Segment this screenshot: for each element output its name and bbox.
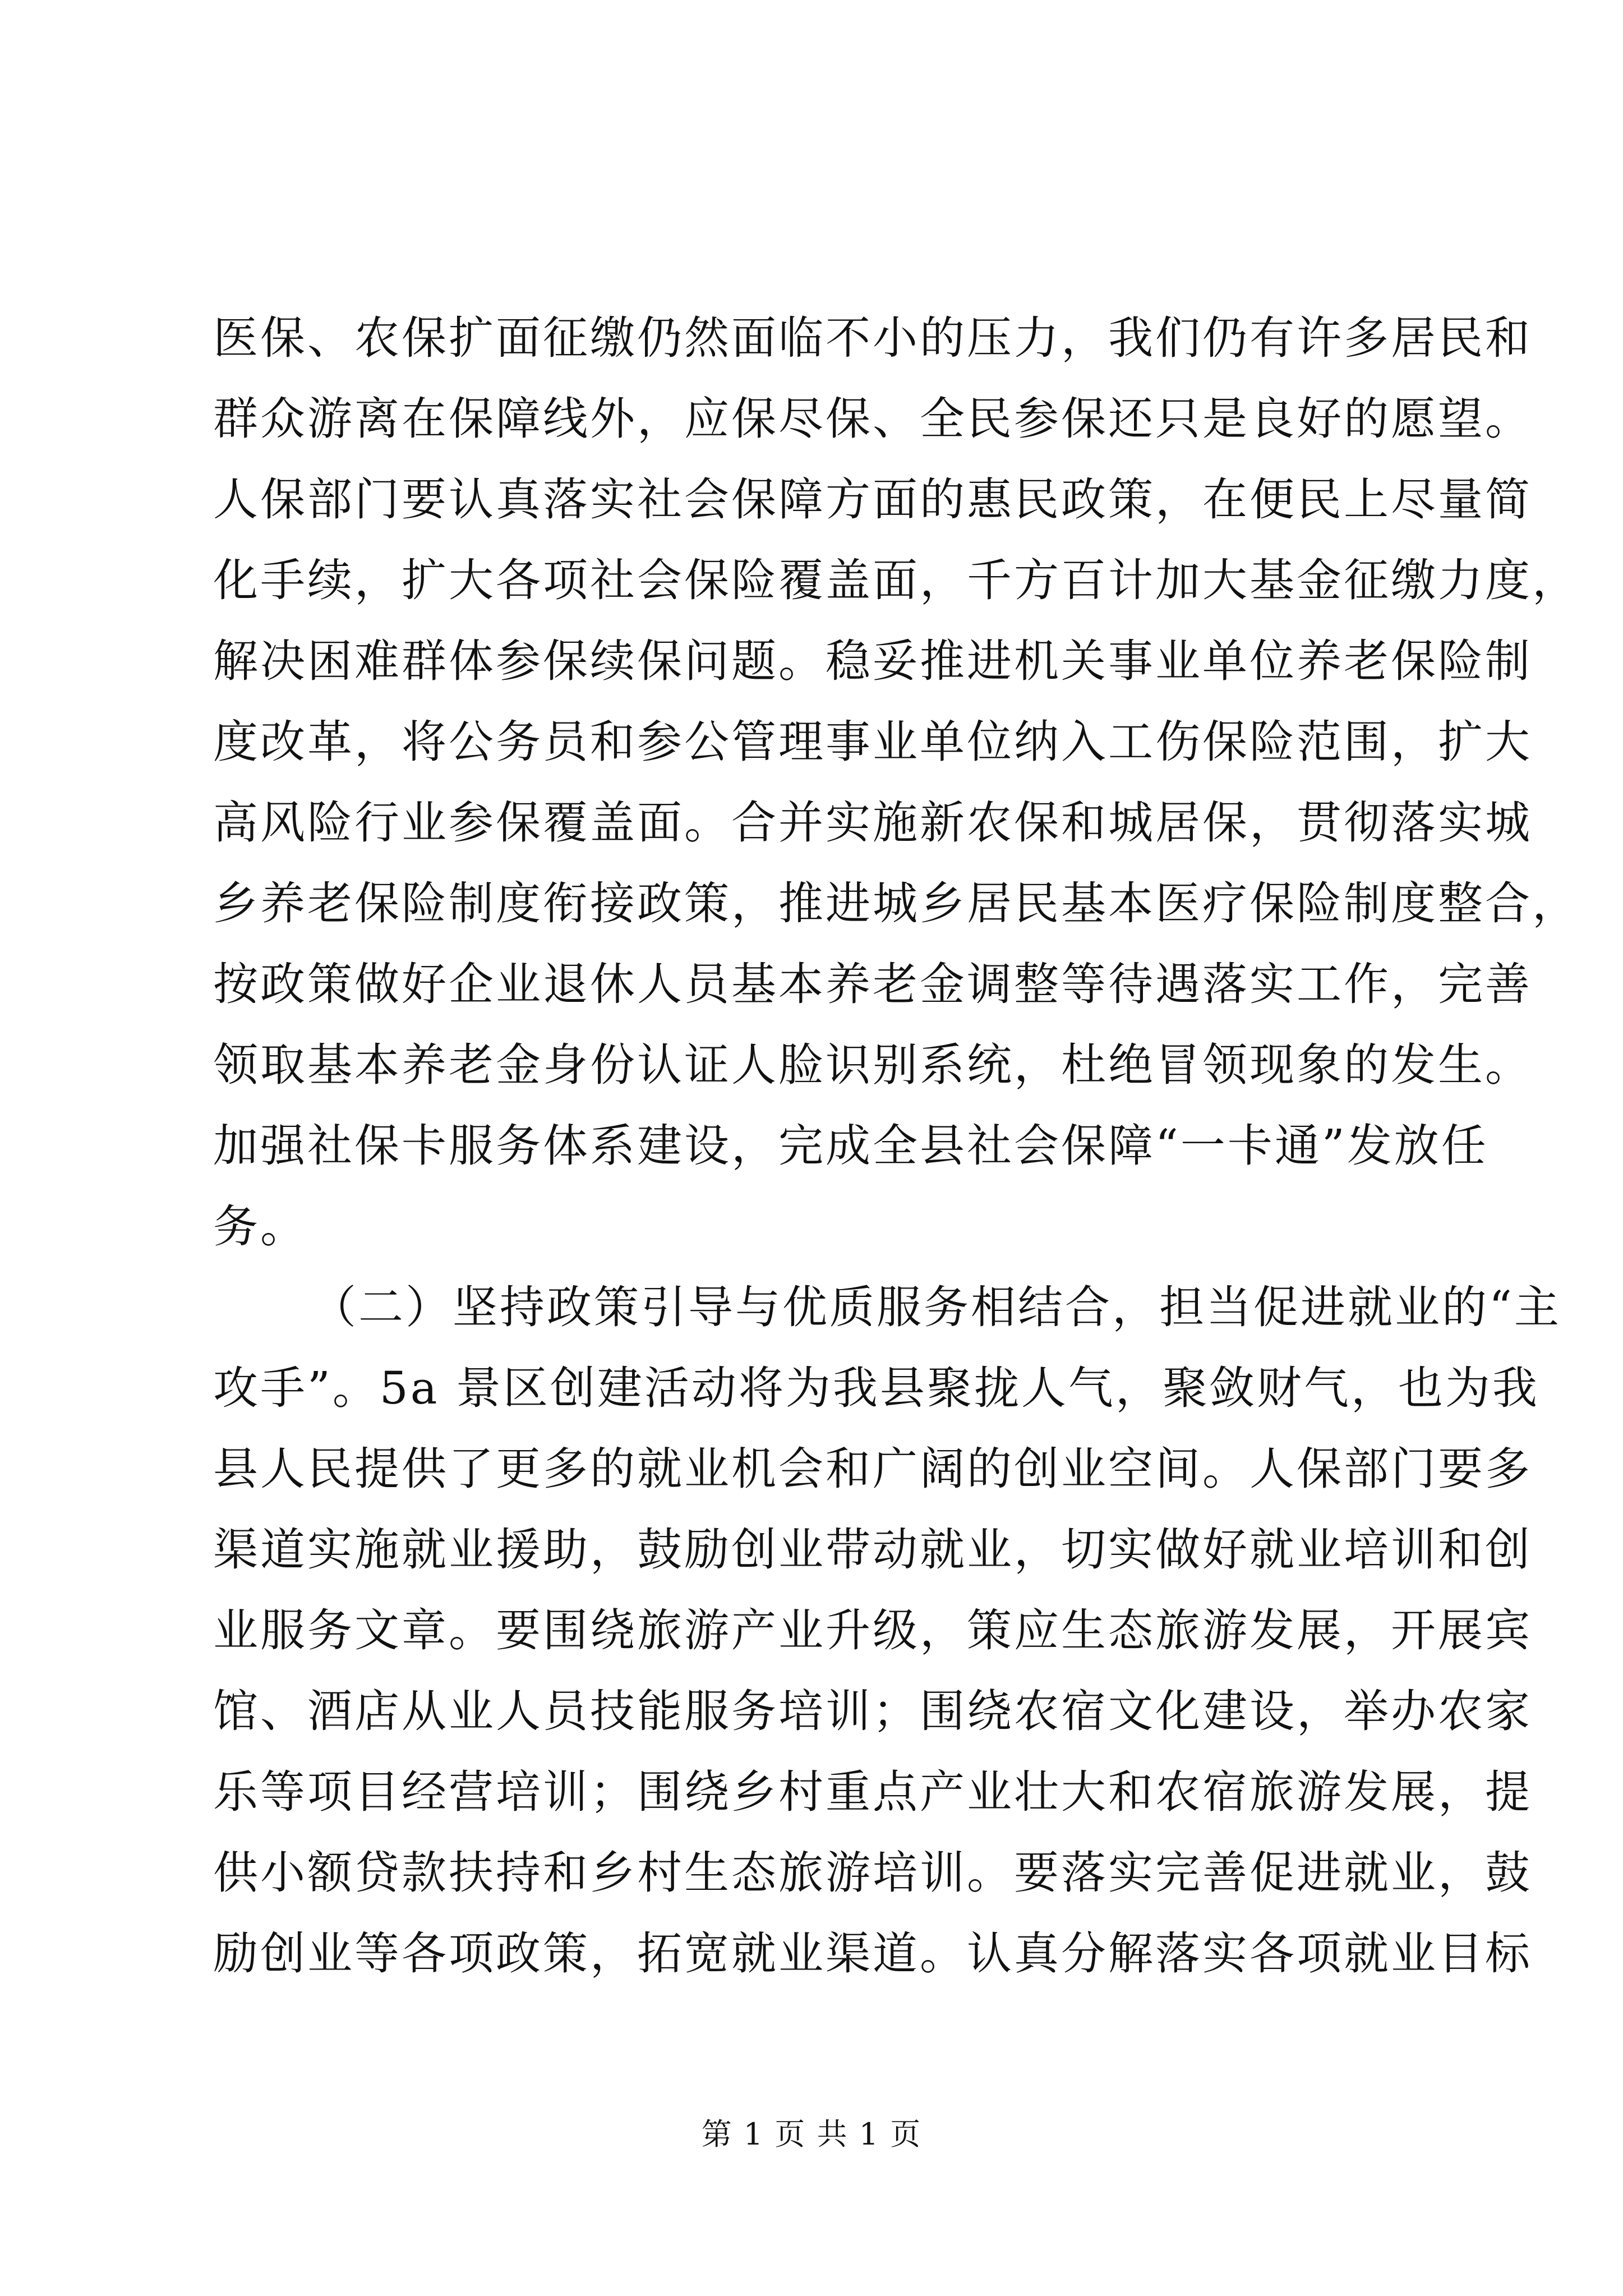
text-line: 渠道实施就业援助，鼓励创业带动就业，切实做好就业培训和创 (213, 1524, 1532, 1576)
text-line: 乡养老保险制度衔接政策，推进城乡居民基本医疗保险制度整合， (213, 877, 1579, 930)
text-line: 加强社保卡服务体系建设，完成全县社会保障“一卡通”发放任 (213, 1120, 1488, 1172)
text-line: 人保部门要认真落实社会保障方面的惠民政策，在便民上尽量简 (213, 473, 1532, 526)
text-line: 励创业等各项政策，拓宽就业渠道。认真分解落实各项就业目标 (213, 1927, 1532, 1980)
text-line: 业服务文章。要围绕旅游产业升级，策应生态旅游发展，开展宾 (213, 1604, 1532, 1657)
text-line: 务。 (213, 1200, 307, 1253)
text-line: 按政策做好企业退休人员基本养老金调整等待遇落实工作，完善 (213, 958, 1532, 1010)
page-number-footer: 第 1 页 共 1 页 (701, 2116, 922, 2152)
text-line: 县人民提供了更多的就业机会和广阔的创业空间。人保部门要多 (213, 1443, 1532, 1495)
text-line: 乐等项目经营培训；围绕乡村重点产业壮大和农宿旅游发展，提 (213, 1766, 1532, 1818)
text-line: 医保、农保扩面征缴仍然面临不小的压力，我们仍有许多居民和 (213, 312, 1532, 364)
section-heading-line: （二）坚持政策引导与优质服务相结合，担当促进就业的“主 (311, 1281, 1561, 1333)
text-line: 化手续，扩大各项社会保险覆盖面，千方百计加大基金征缴力度， (213, 554, 1579, 606)
text-line: 解决困难群体参保续保问题。稳妥推进机关事业单位养老保险制 (213, 635, 1532, 687)
text-line: 攻手”。5a 景区创建活动将为我县聚拢人气，聚敛财气，也为我 (213, 1362, 1539, 1414)
text-line: 群众游离在保障线外，应保尽保、全民参保还只是良好的愿望。 (213, 393, 1532, 445)
text-line: 领取基本养老金身份认证人脸识别系统，杜绝冒领现象的发生。 (213, 1039, 1532, 1091)
text-line: 高风险行业参保覆盖面。合并实施新农保和城居保，贯彻落实城 (213, 797, 1532, 849)
text-line: 供小额贷款扶持和乡村生态旅游培训。要落实完善促进就业，鼓 (213, 1847, 1532, 1899)
text-line: 度改革，将公务员和参公管理事业单位纳入工伤保险范围，扩大 (213, 716, 1532, 768)
text-line: 馆、酒店从业人员技能服务培训；围绕农宿文化建设，举办农家 (213, 1685, 1532, 1737)
